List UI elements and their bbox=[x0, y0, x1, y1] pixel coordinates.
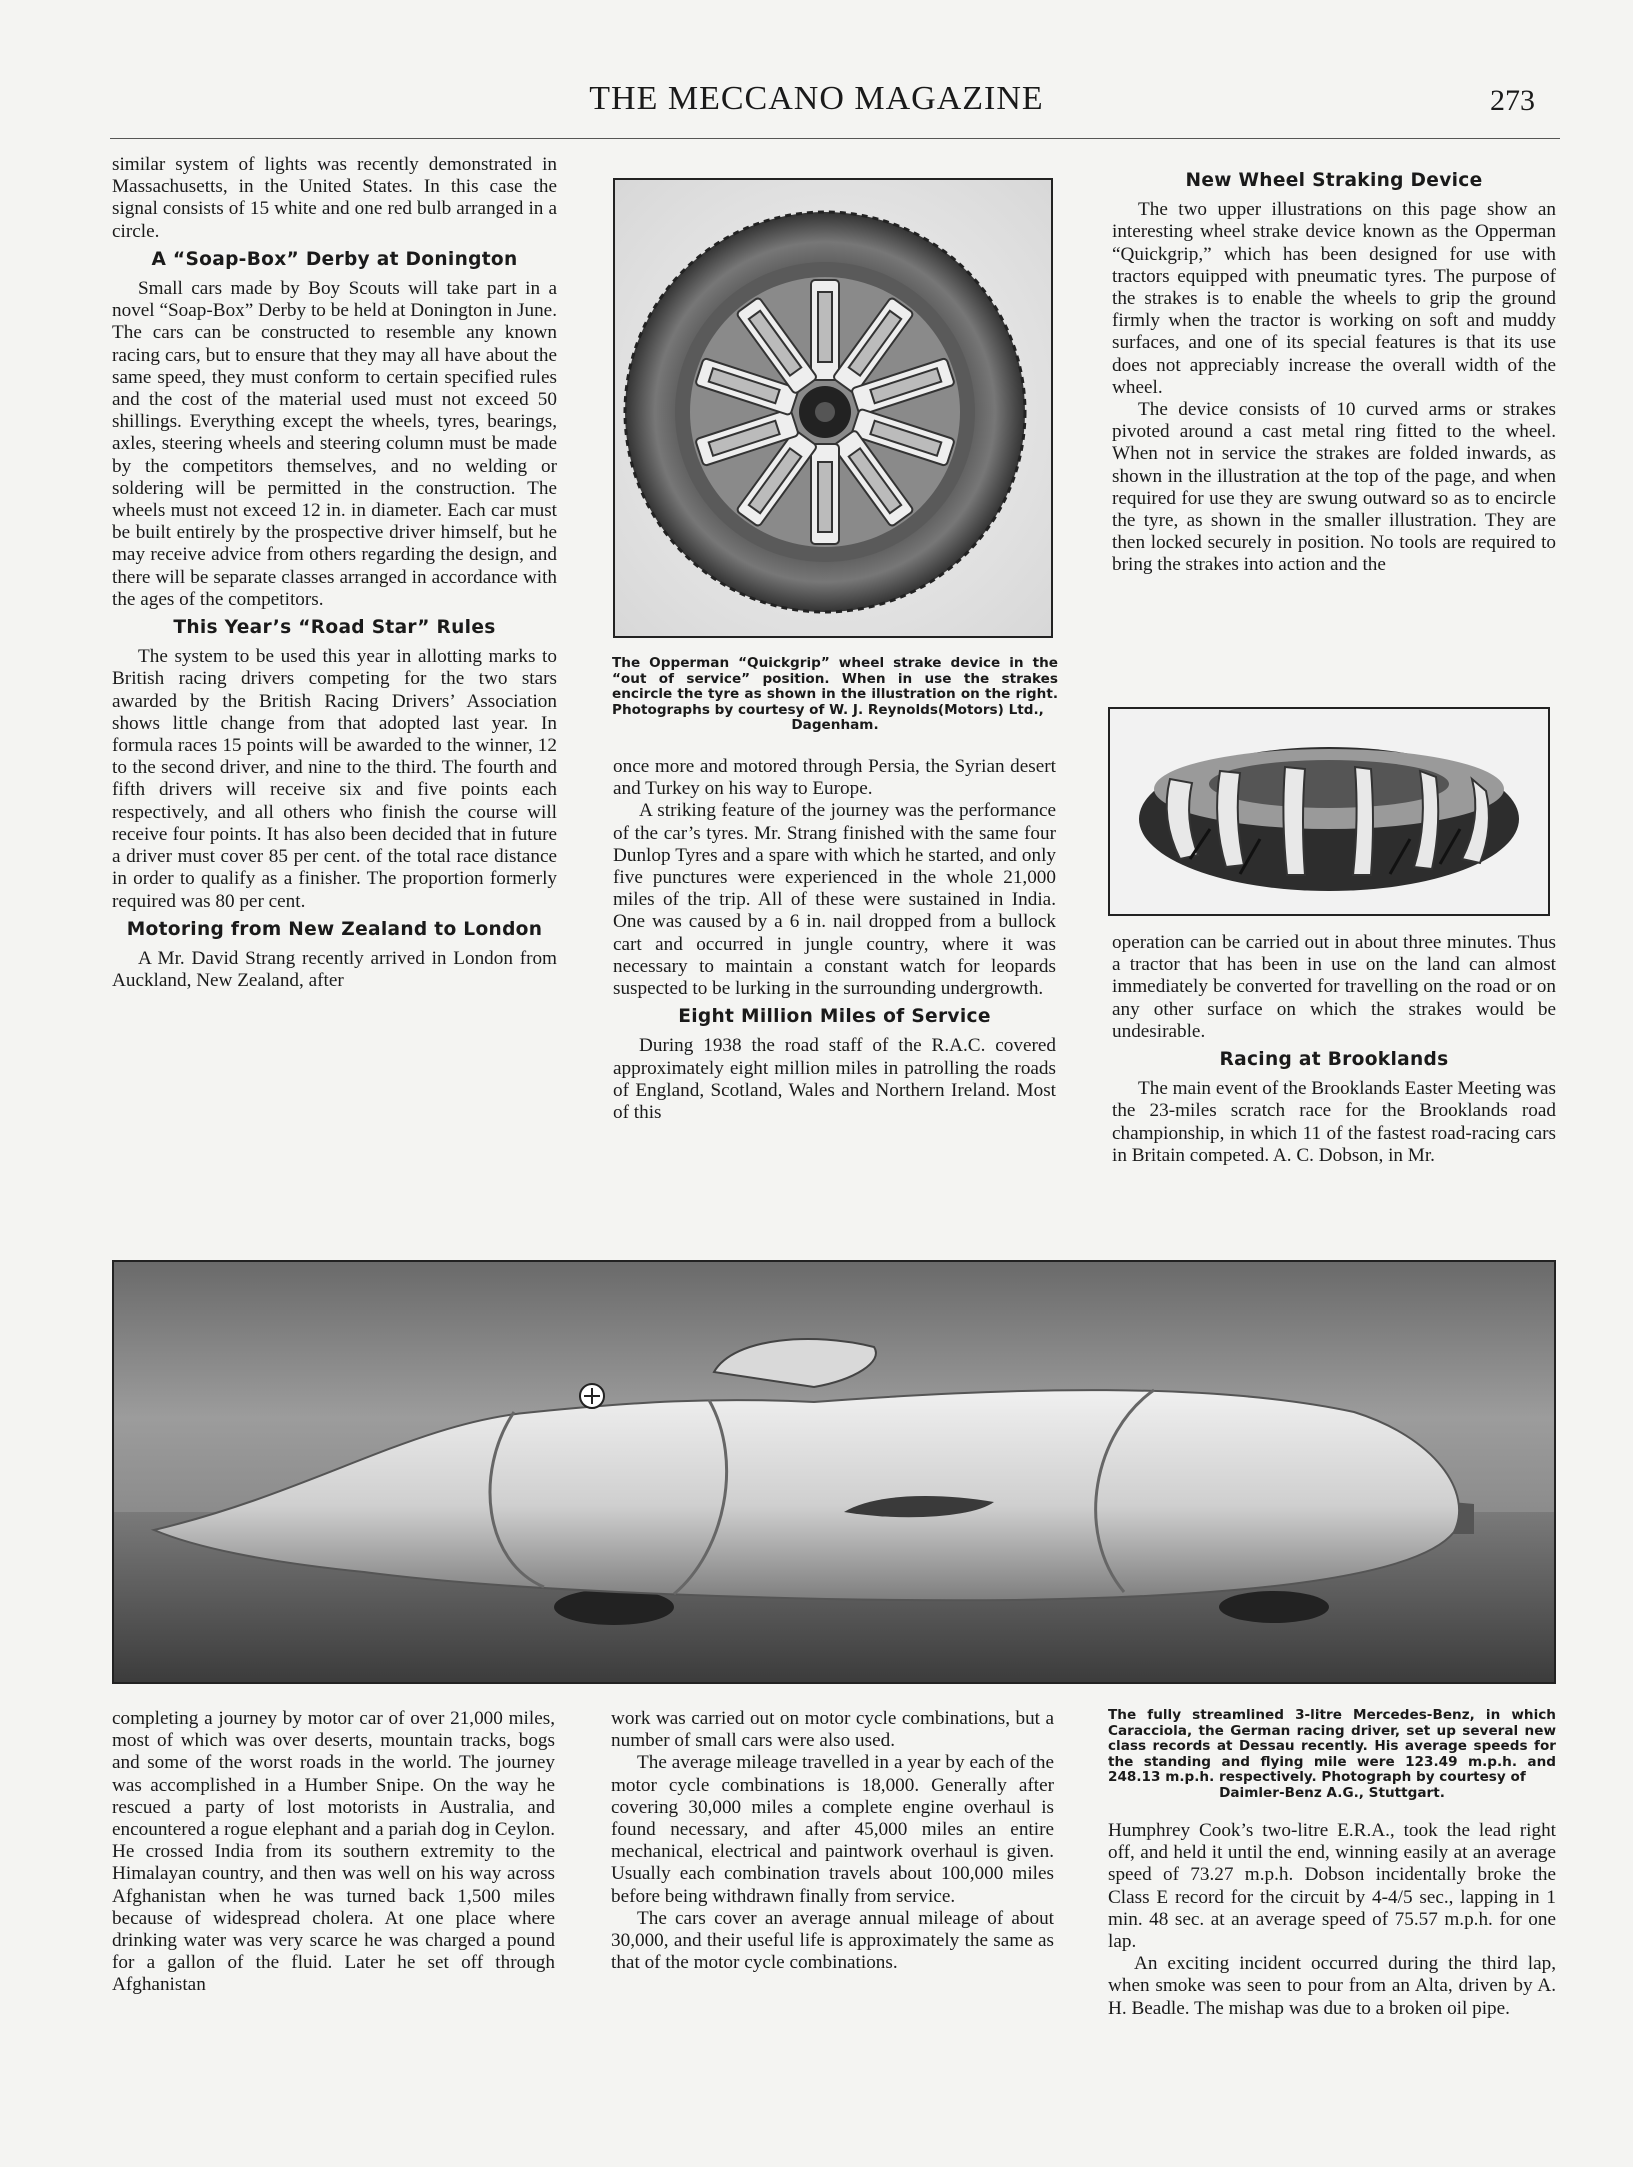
caption-text: The Opperman “Quickgrip” wheel strake device in the “out of service” position. When in use the strakes encircle the tyre as shown in the illustration on the right. Photographs by courtesy of W. J. Reynolds(Motors) Ltd., bbox=[612, 655, 1058, 718]
paragraph: work was carried out on motor cycle combinations, but a number of small cars were also used. bbox=[611, 1708, 1054, 1752]
section-heading: New Wheel Straking Device bbox=[1185, 170, 1483, 191]
column-3-top-a bbox=[1112, 164, 1556, 577]
paragraph: The average mileage travelled in a year by each of the motor cycle combinations is 18,000. Generally after covering 30,000 miles a complete engine overhaul is found necessary, and after 45,000 miles an entire mechanical, electrical and paintwork overhaul is given. Usually each combination travels about 100,000 miles before being withdrawn finally from service. bbox=[611, 1752, 1054, 1907]
column-2-bottom bbox=[611, 1708, 1054, 1974]
caption-text: The fully streamlined 3-litre Mercedes-Benz, in which Caracciola, the German racing driver, set up several new class records at Dessau recently. His average speeds for the standing and flying mile were 123.49 m.p.h. and 248.13 m.p.h. respectively. Photograph by courtesy of bbox=[1108, 1707, 1556, 1786]
paragraph: The cars cover an average annual mileage of about 30,000, and their useful life is approximately the same as that of the motor cycle combinations. bbox=[611, 1907, 1054, 1974]
section-heading: Racing at Brooklands bbox=[1219, 1049, 1449, 1071]
paragraph: once more and motored through Persia, the Syrian desert and Turkey on his way to Europe. bbox=[613, 756, 1056, 800]
magazine-title: THE MECCANO MAGAZINE bbox=[589, 80, 1044, 117]
section-heading: A “Soap-Box” Derby at Donington bbox=[151, 248, 518, 270]
paragraph: The two upper illustrations on this page show an interesting wheel strake device known as the Opperman “Quickgrip,” which has been designed for use with tractors equipped with pneumatic tyres. The purpose of the strakes is to enable the wheels to grip the ground firmly when the tractor is working on soft and muddy surfaces, and one of its special features is that its use does not appreciably increase the overall width of the wheel. bbox=[1112, 199, 1556, 398]
section-heading: This Year’s “Road Star” Rules bbox=[173, 617, 496, 639]
paragraph: Humphrey Cook’s two-litre E.R.A., took the lead right off, and held it until the end, winning easily at an average speed of 73.27 m.p.h. Dobson incidentally broke the Class E record for the circuit by 4-4/5 sec., lapping in 1 min. 48 sec. at an average speed of 75.57 m.p.h. for one lap. bbox=[1108, 1820, 1556, 1953]
wheel-strake-engaged-photo bbox=[1108, 707, 1550, 916]
paragraph: During 1938 the road staff of the R.A.C. covered approximately eight million miles in patrolling the roads of England, Scotland, Wales and Northern Ireland. Most of this bbox=[613, 1035, 1056, 1124]
column-2-top bbox=[613, 756, 1056, 1124]
caption-last-line: Daimler-Benz A.G., Stuttgart. bbox=[1219, 1784, 1445, 1801]
caption-last-line: Dagenham. bbox=[791, 717, 879, 734]
column-3-bottom bbox=[1108, 1820, 1556, 2020]
wheel-strake-folded-photo bbox=[613, 178, 1053, 638]
paragraph: A striking feature of the journey was the performance of the car’s tyres. Mr. Strang finished with the same four Dunlop Tyres and a spare with which he started, and only five punctures were experienced in the whole 21,000 miles of the trip. All of these were sustained in India. One was caused by a 6 in. nail dropped from a bullock cart and occurred in jungle country, where it was necessary to maintain a constant watch for leopards suspected to be lurking in the surrounding undergrowth. bbox=[613, 800, 1056, 1000]
paragraph: Small cars made by Boy Scouts will take part in a novel “Soap-Box” Derby to be held at Donington in June. The cars can be constructed to resemble any known racing cars, but to ensure that they may all have about the same speed, they must conform to certain specified rules and the cost of the material used must not exceed 50 shillings. Everything except the wheels, tyres, bearings, axles, steering wheels and steering column must be made by the competitors themselves, and no welding or soldering will be permitted in the construction. The wheels must not exceed 12 in. in diameter. Each car must be built entirely by the prospective driver himself, but he may receive advice from others regarding the design, and there will be separate classes arranged in accordance with the ages of the competitors. bbox=[112, 278, 557, 610]
section-heading: Motoring from New Zealand to London bbox=[126, 918, 543, 940]
column-1-bottom bbox=[112, 1708, 555, 1997]
column-3-top-b bbox=[1112, 932, 1556, 1167]
paragraph: similar system of lights was recently demonstrated in Massachusetts, in the United States. In this case the signal consists of 15 white and one red bulb arranged in a circle. bbox=[112, 154, 557, 242]
section-heading: Eight Million Miles of Service bbox=[678, 1006, 991, 1028]
paragraph: operation can be carried out in about three minutes. Thus a tractor that has been in use on the land can almost immediately be converted for travelling on the road or on any other surface on which the strakes would be undesirable. bbox=[1112, 932, 1556, 1042]
mercedes-streamliner-photo bbox=[112, 1260, 1556, 1684]
paragraph: The device consists of 10 curved arms or strakes pivoted around a cast metal ring fitted to the wheel. When not in service the strakes are folded inwards, as shown in the illustration at the top of the page, and when required for use they are swung outward so as to encircle the tyre, as shown in the smaller illustration. They are then locked securely in position. No tools are required to bring the strakes into action and the bbox=[1112, 399, 1556, 576]
paragraph: The main event of the Brooklands Easter Meeting was the 23-miles scratch race for the Brooklands road championship, in which 11 of the fastest road-racing cars in Britain competed. A. C. Dobson, in Mr. bbox=[1112, 1078, 1556, 1166]
header-rule bbox=[110, 138, 1560, 139]
wheel-photo-caption bbox=[612, 656, 1058, 734]
paragraph: The system to be used this year in allotting marks to British racing drivers competing for the two stars awarded by the British Racing Drivers’ Association shows little change from that adopted last year. In formula races 15 points will be awarded to the winner, 12 to the second driver, and nine to the third. The fourth and fifth drivers will receive six and five points each respectively, and all others who finish the course will receive four points. It has also been decided that in future a driver must cover 85 per cent. of the total race distance in order to qualify as a finisher. The proportion formerly required was 80 per cent. bbox=[112, 646, 557, 912]
car-photo-caption bbox=[1108, 1708, 1556, 1802]
paragraph: An exciting incident occurred during the third lap, when smoke was seen to pour from an Alta, driven by A. H. Beadle. The mishap was due to a broken oil pipe. bbox=[1108, 1953, 1556, 2019]
paragraph: A Mr. David Strang recently arrived in London from Auckland, New Zealand, after bbox=[112, 947, 557, 992]
page-number: 273 bbox=[1490, 84, 1535, 117]
paragraph: completing a journey by motor car of over 21,000 miles, most of which was over deserts, mountain tracks, bogs and some of the worst roads in the world. The journey was accomplished in a Humber Snipe. On the way he rescued a party of lost motorists in Australia, and encountered a rogue elephant and a pariah dog in Ceylon. He crossed India from its southern extremity to the Himalayan country, and then was well on his way across Afghanistan when he was turned back 1,500 miles because of widespread cholera. At one place where drinking water was very scarce he was charged a pound for a gallon of the fluid. Later he set off through Afghanistan bbox=[112, 1708, 555, 1996]
column-1-top bbox=[112, 154, 557, 992]
